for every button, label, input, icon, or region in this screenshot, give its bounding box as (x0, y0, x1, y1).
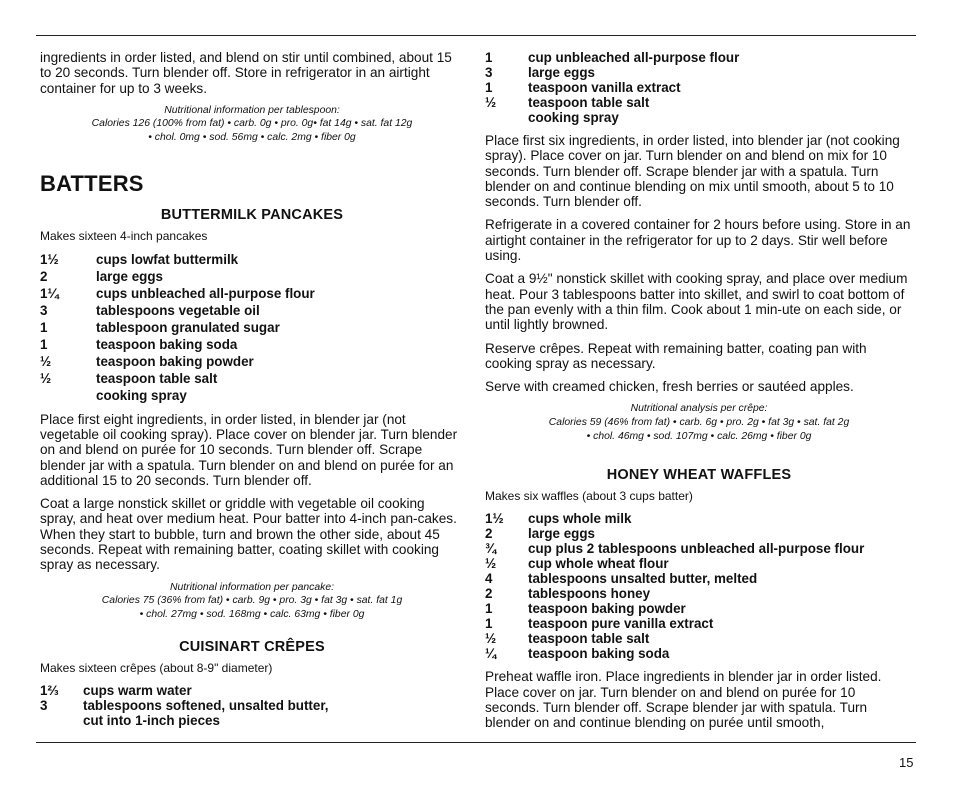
ingredient-row (485, 50, 913, 65)
ingredient-continuation: cut into 1-inch pieces (83, 713, 220, 729)
ingredient-desc: large eggs (96, 268, 163, 284)
ingredient-row (40, 302, 464, 319)
intro-text: ingredients in order listed, and blend on stir until combined, about 15 to 20 seconds. Turn blender off. Store in refrigerator in an airtight container for up to 3 weeks. (40, 50, 452, 96)
ingredient-desc: tablespoons softened, unsalted butter, (83, 698, 329, 714)
ingredient-qty: 1¼ (40, 285, 59, 301)
ingredient-extra: cooking spray (96, 387, 187, 403)
ingredient-desc: teaspoon baking powder (528, 601, 686, 617)
crepes-nutrition-line1: Calories 59 (46% from fat) • carb. 6g • pro. 2g • fat 3g • sat. fat 2g (548, 417, 850, 429)
ingredient-desc: tablespoons honey (528, 586, 651, 602)
ingredient-qty: 1 (40, 336, 48, 352)
ingredient-row (40, 285, 464, 302)
ingredient-row (40, 370, 464, 387)
ingredient-row (485, 571, 913, 586)
crepes-step-3: Coat a 9½" nonstick skillet with cooking spray, and place over medium heat. Pour 3 tablespoons batter into skillet, and swirl to coat bottom of the pan evenly with a thin film. Cook about 1 min-ute on each side, or until lightly browned. (485, 271, 908, 333)
bottom-rule (36, 742, 916, 743)
right-column (485, 50, 913, 738)
ingredient-row (40, 251, 464, 268)
recipe-title-crepes: CUISINART CRÊPES (179, 639, 325, 656)
ingredient-row (485, 601, 913, 616)
ingredient-desc: teaspoon pure vanilla extract (528, 616, 714, 632)
crepes-nutrition (485, 402, 913, 443)
section-title-batters: BATTERS (40, 170, 144, 196)
ingredient-row (485, 586, 913, 601)
ingredient-qty: ½ (40, 353, 52, 369)
waffles-yield: Makes six waffles (about 3 cups batter) (485, 489, 693, 504)
crepes-nutrition-line2: • chol. 46mg • sod. 107mg • calc. 26mg • fiber 0g (586, 430, 812, 442)
ingredient-desc: large eggs (528, 526, 595, 542)
ingredient-qty: 1½ (485, 511, 504, 527)
pancakes-nutrition-heading: Nutritional information per pancake: (169, 581, 335, 593)
ingredient-qty: 1⅔ (40, 683, 59, 699)
ingredient-qty: ½ (40, 370, 52, 386)
ingredient-desc: teaspoon baking soda (96, 336, 238, 352)
ingredient-row (485, 511, 913, 526)
recipe-title-waffles: HONEY WHEAT WAFFLES (606, 467, 792, 484)
intro-nutrition (40, 104, 464, 145)
ingredient-qty: 2 (485, 586, 493, 602)
page-number: 15 (899, 755, 914, 770)
ingredient-row (40, 319, 464, 336)
intro-nutrition-line1: Calories 126 (100% from fat) • carb. 0g • pro. 0g• fat 14g • sat. fat 12g (91, 118, 413, 130)
ingredient-desc: tablespoons unsalted butter, melted (528, 571, 758, 587)
ingredient-row (485, 541, 913, 556)
crepes-step-4: Reserve crêpes. Repeat with remaining batter, coating pan with cooking spray as necessary. (485, 340, 867, 371)
ingredient-desc: teaspoon vanilla extract (528, 80, 681, 95)
waffles-ingredients (485, 511, 913, 661)
ingredient-desc: tablespoons vegetable oil (96, 302, 260, 318)
ingredient-desc: cups warm water (83, 683, 192, 699)
ingredient-qty: 1 (485, 80, 493, 95)
ingredient-extra: cooking spray (528, 110, 619, 125)
crepes-step-5: Serve with creamed chicken, fresh berries or sautéed apples. (485, 379, 854, 395)
ingredient-row (485, 65, 913, 80)
ingredient-desc: cups unbleached all-purpose flour (96, 285, 315, 301)
ingredient-qty: ½ (485, 95, 497, 110)
ingredient-row (40, 698, 464, 713)
ingredient-row (485, 646, 913, 661)
recipe-title-pancakes: BUTTERMILK PANCAKES (160, 206, 344, 223)
crepes-step-1: Place first six ingredients, in order listed, into blender jar (not cooking spray). Place cover on jar. Turn blender on and blend on mix for 10 seconds. Turn blender off. Scrape blender jar with a spatula. Turn blender on and continue blending on mix until smooth, about 5 to 10 seconds. Turn blender off. (485, 133, 900, 210)
crepes-yield: Makes sixteen crêpes (about 8-9" diameter) (40, 661, 273, 676)
ingredient-qty: ¼ (485, 646, 497, 662)
ingredient-desc: teaspoon table salt (528, 95, 650, 110)
waffles-step-1: Preheat waffle iron. Place ingredients in blender jar in order listed. Place cover on jar. Turn blender on and blend on purée for 10 seconds. Turn blender off. Scrape blender jar with spatula. Turn blender on and continue blending on purée until smooth, (485, 669, 882, 731)
ingredient-qty: 3 (485, 65, 493, 80)
ingredient-row (40, 336, 464, 353)
ingredient-row (40, 268, 464, 285)
crepes-ingredients (40, 683, 464, 728)
ingredient-desc: cup plus 2 tablespoons unbleached all-purpose flour (528, 541, 865, 557)
ingredient-desc: teaspoon table salt (96, 370, 218, 386)
ingredient-desc: teaspoon table salt (528, 631, 650, 647)
ingredient-row (485, 526, 913, 541)
ingredient-row (485, 80, 913, 95)
ingredient-qty: 3 (40, 302, 48, 318)
pancakes-step-2: Coat a large nonstick skillet or griddle with vegetable oil cooking spray, and heat over medium heat. Pour batter into 4-inch pan-cakes. When they start to bubble, turn and brown the other side, about 45 seconds. Repeat with remaining batter, coating skillet with cooking spray as necessary. (40, 496, 457, 573)
pancakes-step-1: Place first eight ingredients, in order listed, in blender jar (not vegetable oil cooking spray). Place cover on blender jar. Turn blender on and blend on purée for 10 seconds. Turn blender off. Scrape blender jar with a spatula. Turn blender on and blend on purée for an additional 15 to 20 seconds. Turn blender off. (40, 411, 458, 488)
crepes-ingredients-continued (485, 50, 913, 125)
ingredient-qty: ¾ (485, 541, 497, 557)
ingredient-qty: 4 (485, 571, 493, 587)
ingredient-qty: ½ (485, 631, 497, 647)
ingredient-desc: cups lowfat buttermilk (96, 251, 239, 267)
ingredient-qty: 3 (40, 698, 48, 714)
crepes-step-2: Refrigerate in a covered container for 2 hours before using. Store in an airtight container in the refrigerator for up to 2 days. Stir well before using. (485, 217, 911, 264)
ingredient-qty: 1 (485, 50, 493, 65)
pancakes-ingredients (40, 251, 464, 404)
ingredient-qty: 1 (485, 601, 493, 617)
ingredient-qty: ½ (485, 556, 497, 572)
left-column (40, 50, 464, 736)
ingredient-qty: 2 (40, 268, 48, 284)
ingredient-desc: teaspoon baking powder (96, 353, 254, 369)
pancakes-nutrition-line2: • chol. 27mg • sod. 168mg • calc. 63mg • fiber 0g (139, 608, 365, 620)
ingredient-desc: cup whole wheat flour (528, 556, 669, 572)
ingredient-qty: 2 (485, 526, 493, 542)
top-rule (36, 35, 916, 36)
ingredient-qty: 1 (40, 319, 48, 335)
pancakes-nutrition (40, 581, 464, 622)
intro-nutrition-heading: Nutritional information per tablespoon: (164, 104, 340, 116)
ingredient-desc: tablespoon granulated sugar (96, 319, 280, 335)
intro-nutrition-line2: • chol. 0mg • sod. 56mg • calc. 2mg • fiber 0g (148, 132, 356, 144)
ingredient-desc: teaspoon baking soda (528, 646, 670, 662)
ingredient-row (485, 95, 913, 110)
ingredient-row (40, 353, 464, 370)
ingredient-qty: 1 (485, 616, 493, 632)
ingredient-row (485, 556, 913, 571)
ingredient-row (485, 631, 913, 646)
ingredient-row (40, 683, 464, 698)
ingredient-desc: cup unbleached all-purpose flour (528, 50, 740, 65)
pancakes-yield: Makes sixteen 4-inch pancakes (40, 228, 208, 243)
crepes-nutrition-heading: Nutritional analysis per crêpe: (630, 403, 768, 415)
ingredient-qty: 1½ (40, 251, 59, 267)
ingredient-desc: large eggs (528, 65, 595, 80)
ingredient-desc: cups whole milk (528, 511, 632, 527)
pancakes-nutrition-line1: Calories 75 (36% from fat) • carb. 9g • pro. 3g • fat 3g • sat. fat 1g (101, 595, 403, 607)
ingredient-row (485, 616, 913, 631)
